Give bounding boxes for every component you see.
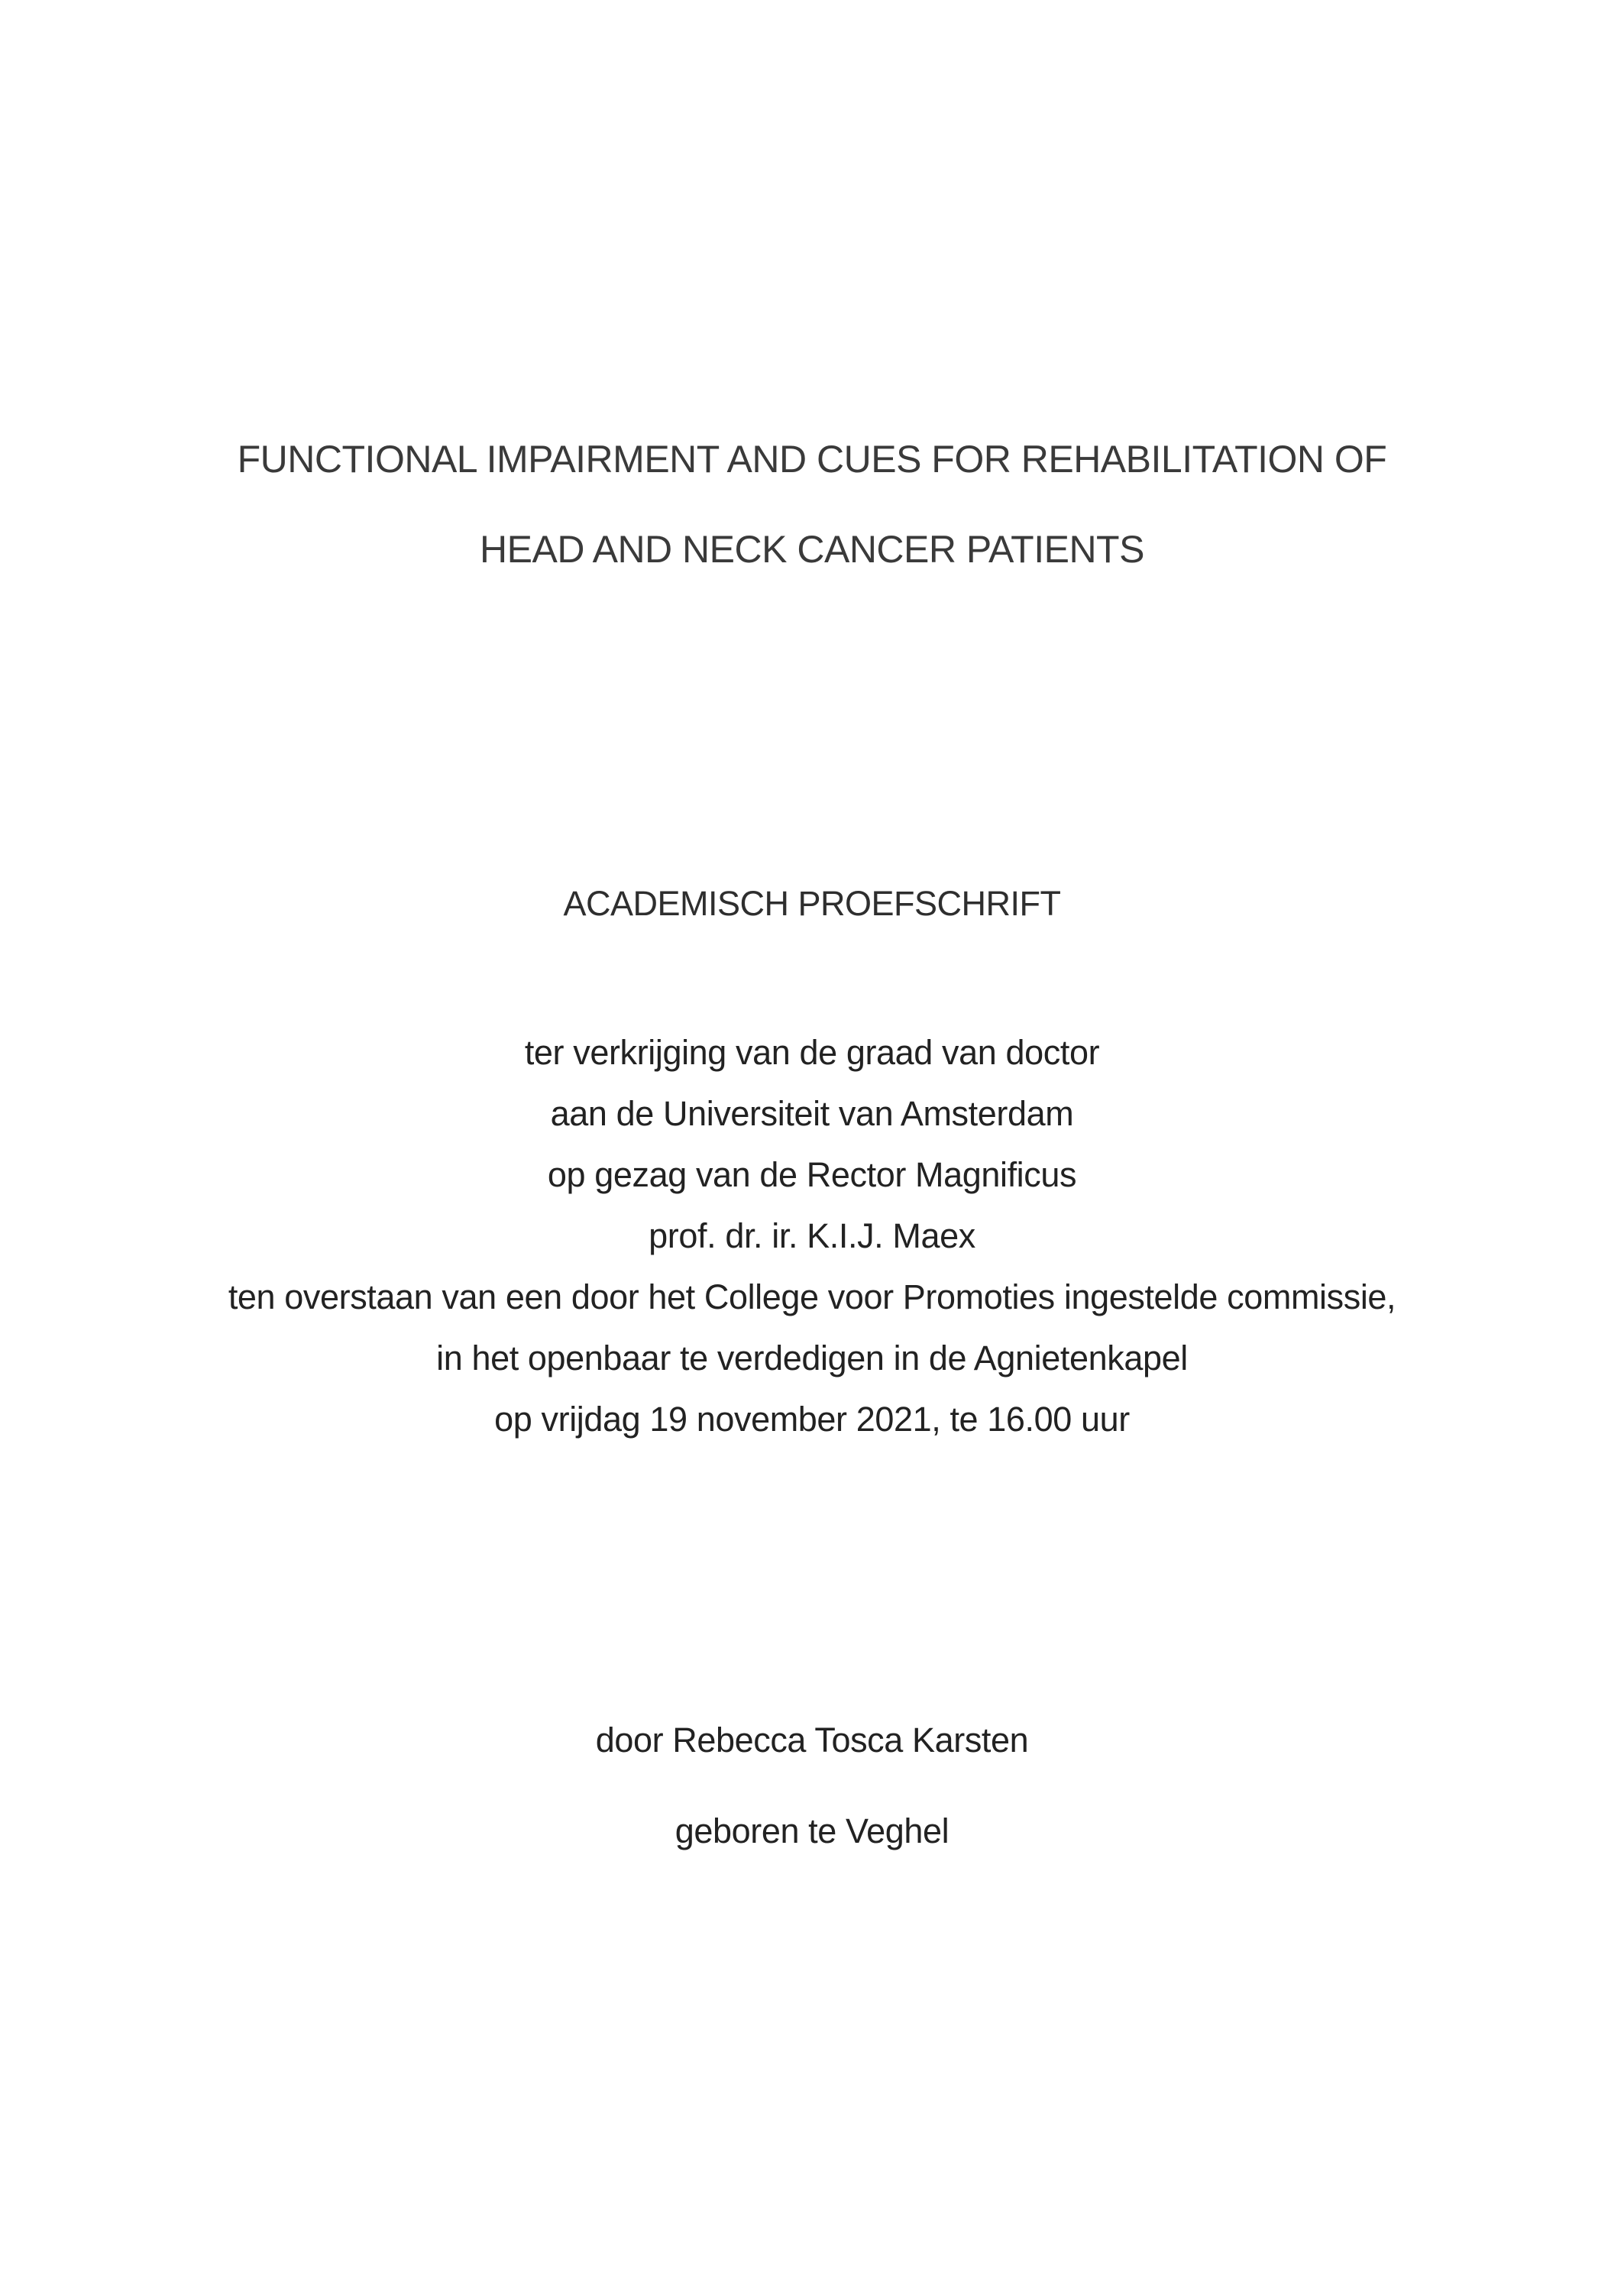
author-birthplace: geboren te Veghel [675, 1811, 949, 1850]
degree-line: op vrijdag 19 november 2021, te 16.00 uur [494, 1400, 1130, 1439]
degree-line: ter verkrijging van de graad van doctor [524, 1033, 1100, 1072]
degree-line: ten overstaan van een door het College voor Promoties ingestelde commissie, [228, 1277, 1396, 1316]
degree-line: in het openbaar te verdedigen in de Agnietenkapel [436, 1339, 1188, 1377]
title-line-2: HEAD AND NECK CANCER PATIENTS [480, 528, 1144, 571]
title-line-1: FUNCTIONAL IMPAIRMENT AND CUES FOR REHABILITATION OF [237, 438, 1387, 481]
degree-line: op gezag van de Rector Magnificus [547, 1155, 1077, 1194]
degree-line: prof. dr. ir. K.I.J. Maex [649, 1216, 975, 1255]
author-by-line: door Rebecca Tosca Karsten [595, 1721, 1029, 1759]
degree-line: aan de Universiteit van Amsterdam [550, 1094, 1074, 1133]
document-type: ACADEMISCH PROEFSCHRIFT [563, 884, 1061, 923]
